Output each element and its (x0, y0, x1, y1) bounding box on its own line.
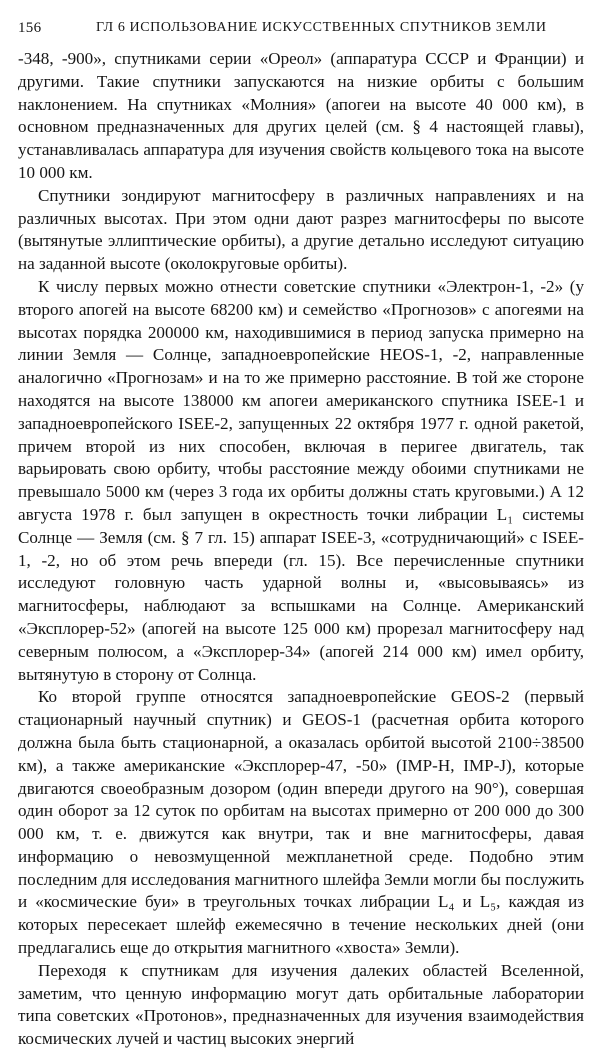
paragraph-continued: -348, -900», спутниками серии «Ореол» (аппаратура СССР и Франции) и другими. Такие спутники запускаются на низкие орбиты с большим наклонением. На спутниках «Молния» (апогеи на высоте 40 000 км), в основном предназначенных для других целей (см. § 4 настоящей главы), устанавливалась аппаратура для изучения свойств кольцевого тока на высоте 10 000 км. (18, 49, 584, 182)
body-text (18, 48, 584, 1051)
running-head (18, 14, 584, 44)
paragraph-probing: Спутники зондируют магнитосферу в различных направлениях и на различных высотах. При этом одни дают разрез магнитосферы по высоте (вытянутые эллиптические орбиты), а другие детально исследуют ситуацию на заданной высоте (околокруговые орбиты). (18, 185, 584, 274)
paragraph-first-group: К числу первых можно отнести советские спутники «Электрон-1, -2» (у второго апогей на высоте 68200 км) и семейство «Прогнозов» с апогеями на высотах порядка 200000 км, находившимися в период запуска примерно на линии Земля — Солнце, западноевропейские HEOS-1, -2, направленные аналогично «Прогнозам» и на то же примерно расстояние. В той же стороне находятся на высоте 138000 км апогеи американского спутника ISEE-1 и западноевропейского ISEE-2, запущенных 22 октября 1977 г. одной ракетой, причем второй из них способен, включая в перигее двигатель, так варьировать свою орбиту, чтобы расстояние между обоими спутниками не превышало 5000 км (через 3 года их орбиты должны стать круговыми.) А 12 августа 1978 г. был запущен в окрестность точки либрации L₁ системы Солнце — Земля (см. § 7 гл. 15) аппарат ISEE-3, «сотрудничающий» с ISEE-1, -2, но об этом речь впереди (гл. 15). Все перечисленные спутники исследуют головную часть ударной волны и, «высовываясь» из магнитосферы, наблюдают за вспышками на Солнце. Американский «Эксплорер-52» (апогей на высоте 125 000 км) прорезал магнитосферу над северным полюсом, а «Эксплорер-34» (апогей 214 000 км) имел орбиту, вытянутую в сторону от Солнца. (18, 276, 584, 684)
paragraph-distant-regions: Переходя к спутникам для изучения далеких областей Вселенной, заметим, что ценную информацию могут дать орбитальные лаборатории типа советских «Протонов», предназначенных для изучения взаимодействия космических лучей и частиц высоких энергий (18, 960, 584, 1049)
book-page (18, 14, 584, 1049)
chapter-title: ГЛ 6 ИСПОЛЬЗОВАНИЕ ИСКУССТВЕННЫХ СПУТНИКОВ ЗЕМЛИ (96, 20, 547, 35)
paragraph-second-group: Ко второй группе относятся западноевропейские GEOS-2 (первый стационарный научный спутник) и GEOS-1 (расчетная орбита которого должна была быть стационарной, а оказалась орбитой высотой 2100÷38500 км), а также американские «Эксплорер-47, -50» (IMP-H, IMP-J), которые двигаются своеобразным дозором (один впереди другого на 90°), совершая один оборот за 12 суток по орбитам на высотах примерно от 200 000 до 300 000 км, т. е. движутся как внутри, так и вне магнитосферы, давая информацию о невозмущенной межпланетной среде. Подобно этим последним для исследования магнитного шлейфа Земли могли бы послужить и «космические буи» в треугольных точках либрации L₄ и L₅, каждая из которых пересекает шлейф ежемесячно в течение нескольких дней (они предлагались еще до открытия магнитного «хвоста» Земли). (18, 687, 584, 958)
page-number: 156 (18, 20, 42, 36)
